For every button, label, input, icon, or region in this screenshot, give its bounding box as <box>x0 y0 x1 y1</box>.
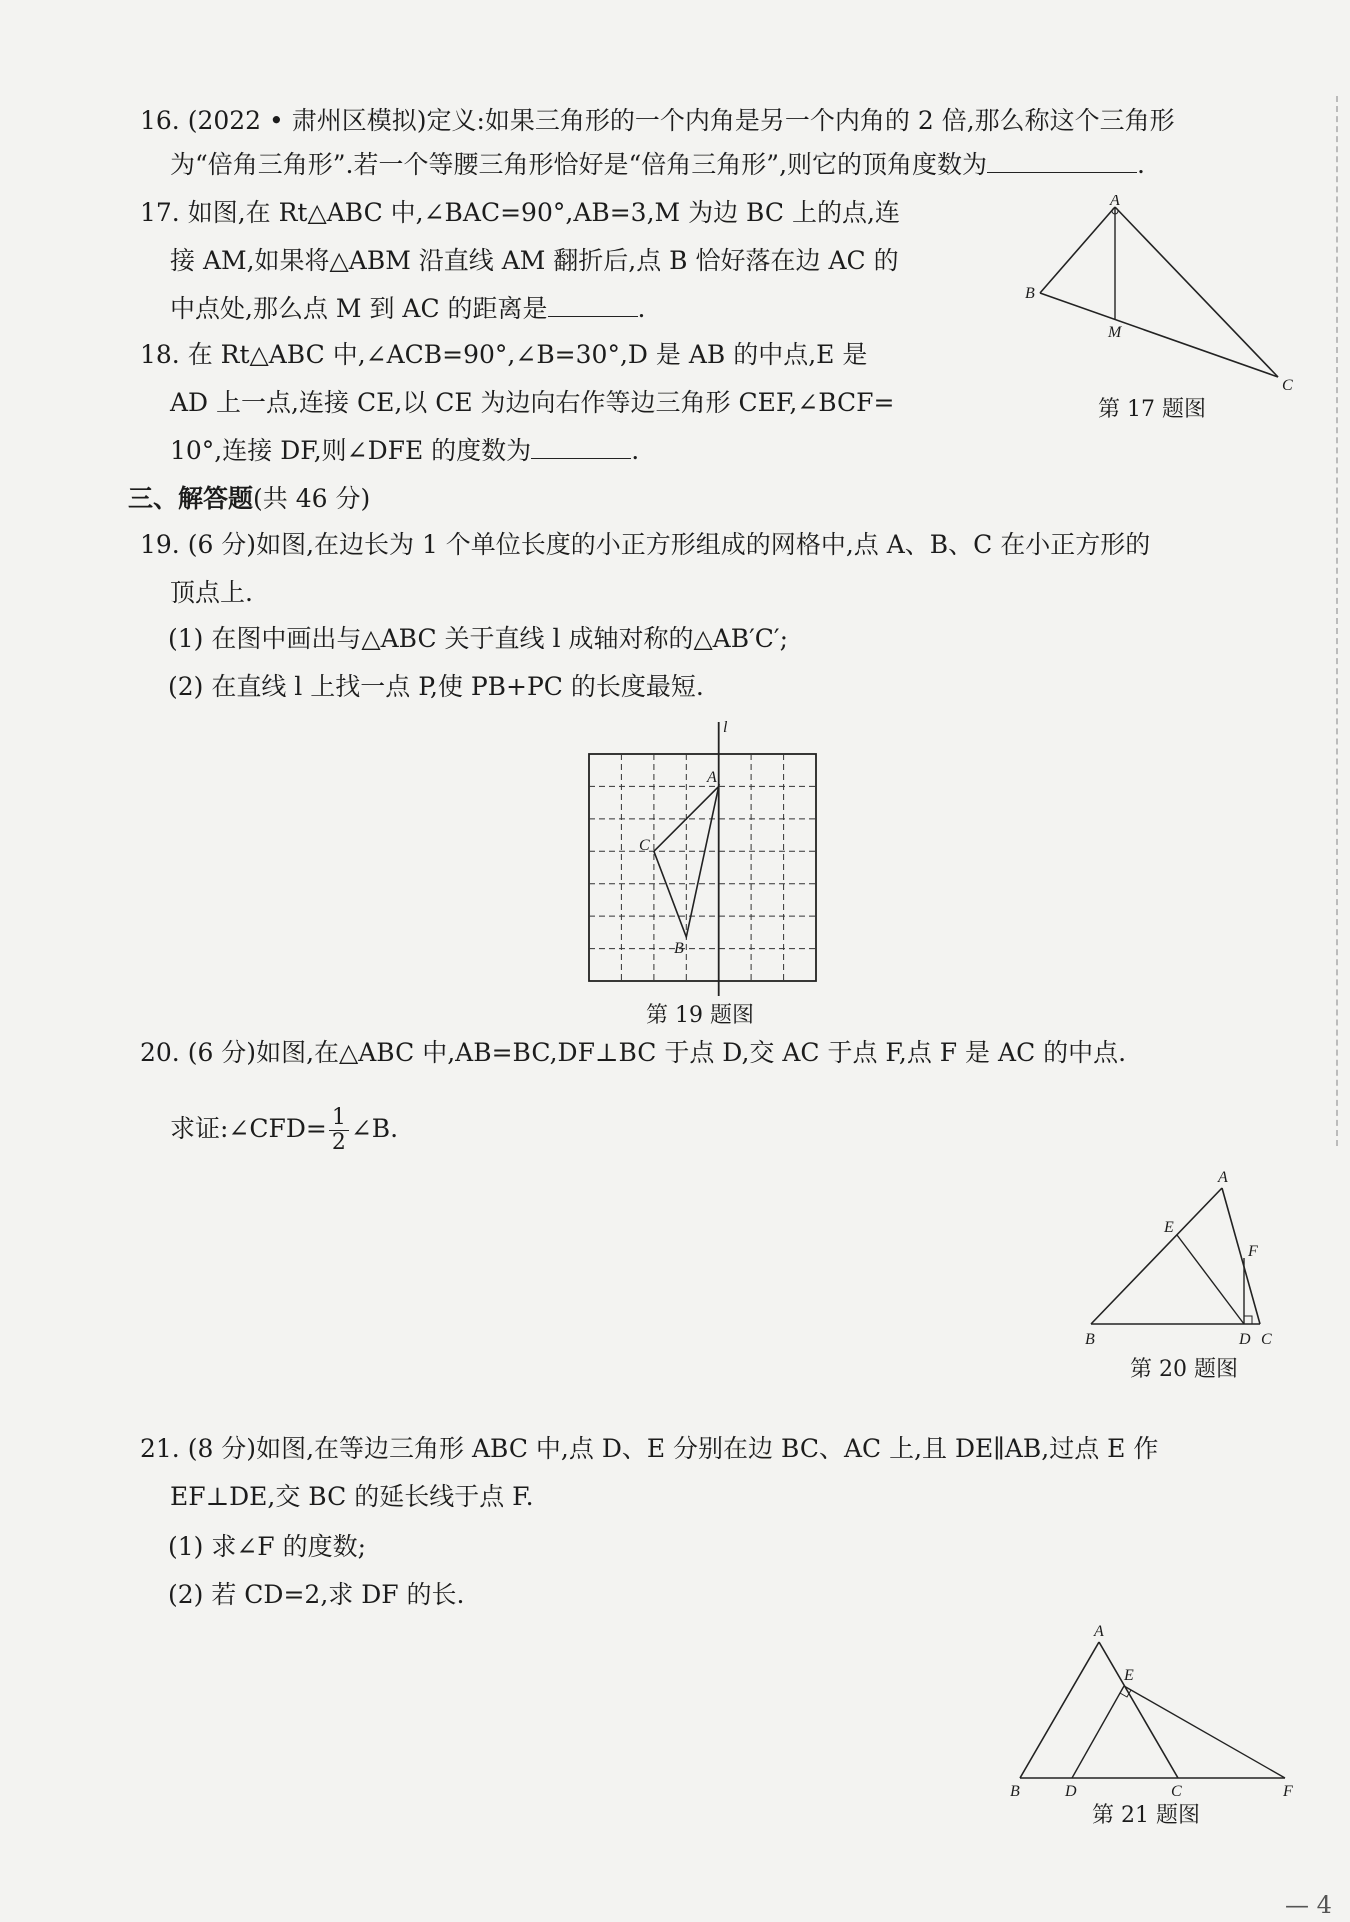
q16-answer-blank[interactable] <box>987 148 1137 173</box>
q20-label-f: F <box>1248 1243 1258 1260</box>
q20-figure <box>1075 1168 1310 1353</box>
q17-label-a: A <box>1110 195 1120 209</box>
q20-label-b: B <box>1085 1331 1095 1348</box>
q21-label-a: A <box>1094 1623 1104 1640</box>
q20-frac-num: 1 <box>329 1106 349 1131</box>
q17-label-b: B <box>1025 285 1035 302</box>
section3-header <box>128 482 370 516</box>
q17-caption: 第 17 题图 <box>1098 397 1206 422</box>
q18-answer-blank[interactable] <box>531 434 631 459</box>
q21-part1: (1) 求∠F 的度数; <box>168 1532 367 1561</box>
q21-figure <box>1000 1620 1310 1800</box>
q20-proof-prefix: 求证:∠CFD= <box>170 1114 327 1143</box>
q17-side-bc <box>1040 293 1278 377</box>
q19-part1: (1) 在图中画出与△ABC 关于直线 l 成轴对称的△AB′C′; <box>168 624 788 653</box>
q18-end: . <box>631 436 640 465</box>
q19-line1: 19. (6 分)如图,在边长为 1 个单位长度的小正方形组成的网格中,点 A、B、C 在小正方形的 <box>140 530 1151 559</box>
q20-side-ab <box>1091 1188 1222 1324</box>
section3-title: 三、解答题 <box>128 484 254 513</box>
q17-line2: 接 AM,如果将△ABM 沿直线 AM 翻折后,点 B 恰好落在边 AC 的 <box>170 246 899 275</box>
q21-label-f: F <box>1283 1783 1293 1800</box>
section3-score: (共 46 分) <box>253 484 371 513</box>
q20-line1: 20. (6 分)如图,在△ABC 中,AB=BC,DF⊥BC 于点 D,交 AC 于点 F,点 F 是 AC 的中点. <box>140 1038 1127 1067</box>
q21-side-ab <box>1020 1642 1099 1778</box>
q20-proof-suffix: ∠B. <box>350 1114 399 1143</box>
q20-label-d: D <box>1239 1331 1251 1348</box>
q16-line1: 16. (2022 • 肃州区模拟)定义:如果三角形的一个内角是另一个内角的 2 倍,那么称这个三角形 <box>140 106 1175 135</box>
q19-grid-border <box>589 754 816 981</box>
q20-frac-den: 2 <box>331 1130 346 1155</box>
q20-right-angle-mark <box>1244 1316 1252 1324</box>
q16-line2 <box>170 148 1145 182</box>
q17-line3 <box>170 292 645 326</box>
q20-fraction <box>329 1106 349 1155</box>
q19-label-l: l <box>723 719 728 736</box>
q17-side-ab <box>1040 207 1115 293</box>
q21-line1: 21. (8 分)如图,在等边三角形 ABC 中,点 D、E 分别在边 BC、AC 上,且 DE∥AB,过点 E 作 <box>140 1434 1159 1463</box>
q17-label-c: C <box>1282 377 1293 394</box>
q21-segment-de <box>1072 1686 1124 1778</box>
q18-line3 <box>170 434 639 468</box>
q18-line3-text: 10°,连接 DF,则∠DFE 的度数为 <box>170 436 532 465</box>
q19-caption: 第 19 题图 <box>646 1003 754 1028</box>
q18-line1: 18. 在 Rt△ABC 中,∠ACB=90°,∠B=30°,D 是 AB 的中点,E 是 <box>140 340 868 369</box>
q17-line1: 17. 如图,在 Rt△ABC 中,∠BAC=90°,AB=3,M 为边 BC 上的点,连 <box>140 198 900 227</box>
q20-label-a: A <box>1218 1169 1228 1186</box>
q17-figure <box>1020 195 1320 395</box>
q19-label-b: B <box>674 940 684 957</box>
q21-label-c: C <box>1171 1783 1182 1800</box>
q20-proof <box>170 1106 398 1155</box>
q19-grid-lines <box>589 754 816 981</box>
page-number: — 4 <box>1285 1891 1332 1919</box>
q21-line2: EF⊥DE,交 BC 的延长线于点 F. <box>170 1482 534 1511</box>
q16-end: . <box>1137 150 1145 179</box>
margin-divider <box>1336 96 1338 1146</box>
q17-line3-text: 中点处,那么点 M 到 AC 的距离是 <box>170 294 548 323</box>
q20-label-e: E <box>1164 1219 1174 1236</box>
q17-answer-blank[interactable] <box>548 292 638 317</box>
q18-line2: AD 上一点,连接 CE,以 CE 为边向右作等边三角形 CEF,∠BCF= <box>170 388 895 417</box>
q21-caption: 第 21 题图 <box>1092 1803 1200 1828</box>
q20-label-c: C <box>1261 1331 1272 1348</box>
q21-label-b: B <box>1010 1783 1020 1800</box>
q21-label-e: E <box>1124 1667 1134 1684</box>
q19-label-a: A <box>707 769 717 786</box>
q19-grid-figure <box>585 718 825 998</box>
q17-label-m: M <box>1108 324 1122 341</box>
q21-part2: (2) 若 CD=2,求 DF 的长. <box>168 1580 465 1609</box>
q20-caption: 第 20 题图 <box>1130 1357 1238 1382</box>
q19-part2: (2) 在直线 l 上找一点 P,使 PB+PC 的长度最短. <box>168 672 704 701</box>
q19-line2: 顶点上. <box>170 578 253 607</box>
q16-line2-text: 为“倍角三角形”.若一个等腰三角形恰好是“倍角三角形”,则它的顶角度数为 <box>170 150 988 179</box>
q17-side-ac <box>1115 207 1278 377</box>
q17-end: . <box>637 294 646 323</box>
q21-segment-ef <box>1124 1686 1285 1778</box>
q21-label-d: D <box>1065 1783 1077 1800</box>
q20-segment-ed <box>1177 1235 1244 1324</box>
q19-label-c: C <box>639 837 650 854</box>
